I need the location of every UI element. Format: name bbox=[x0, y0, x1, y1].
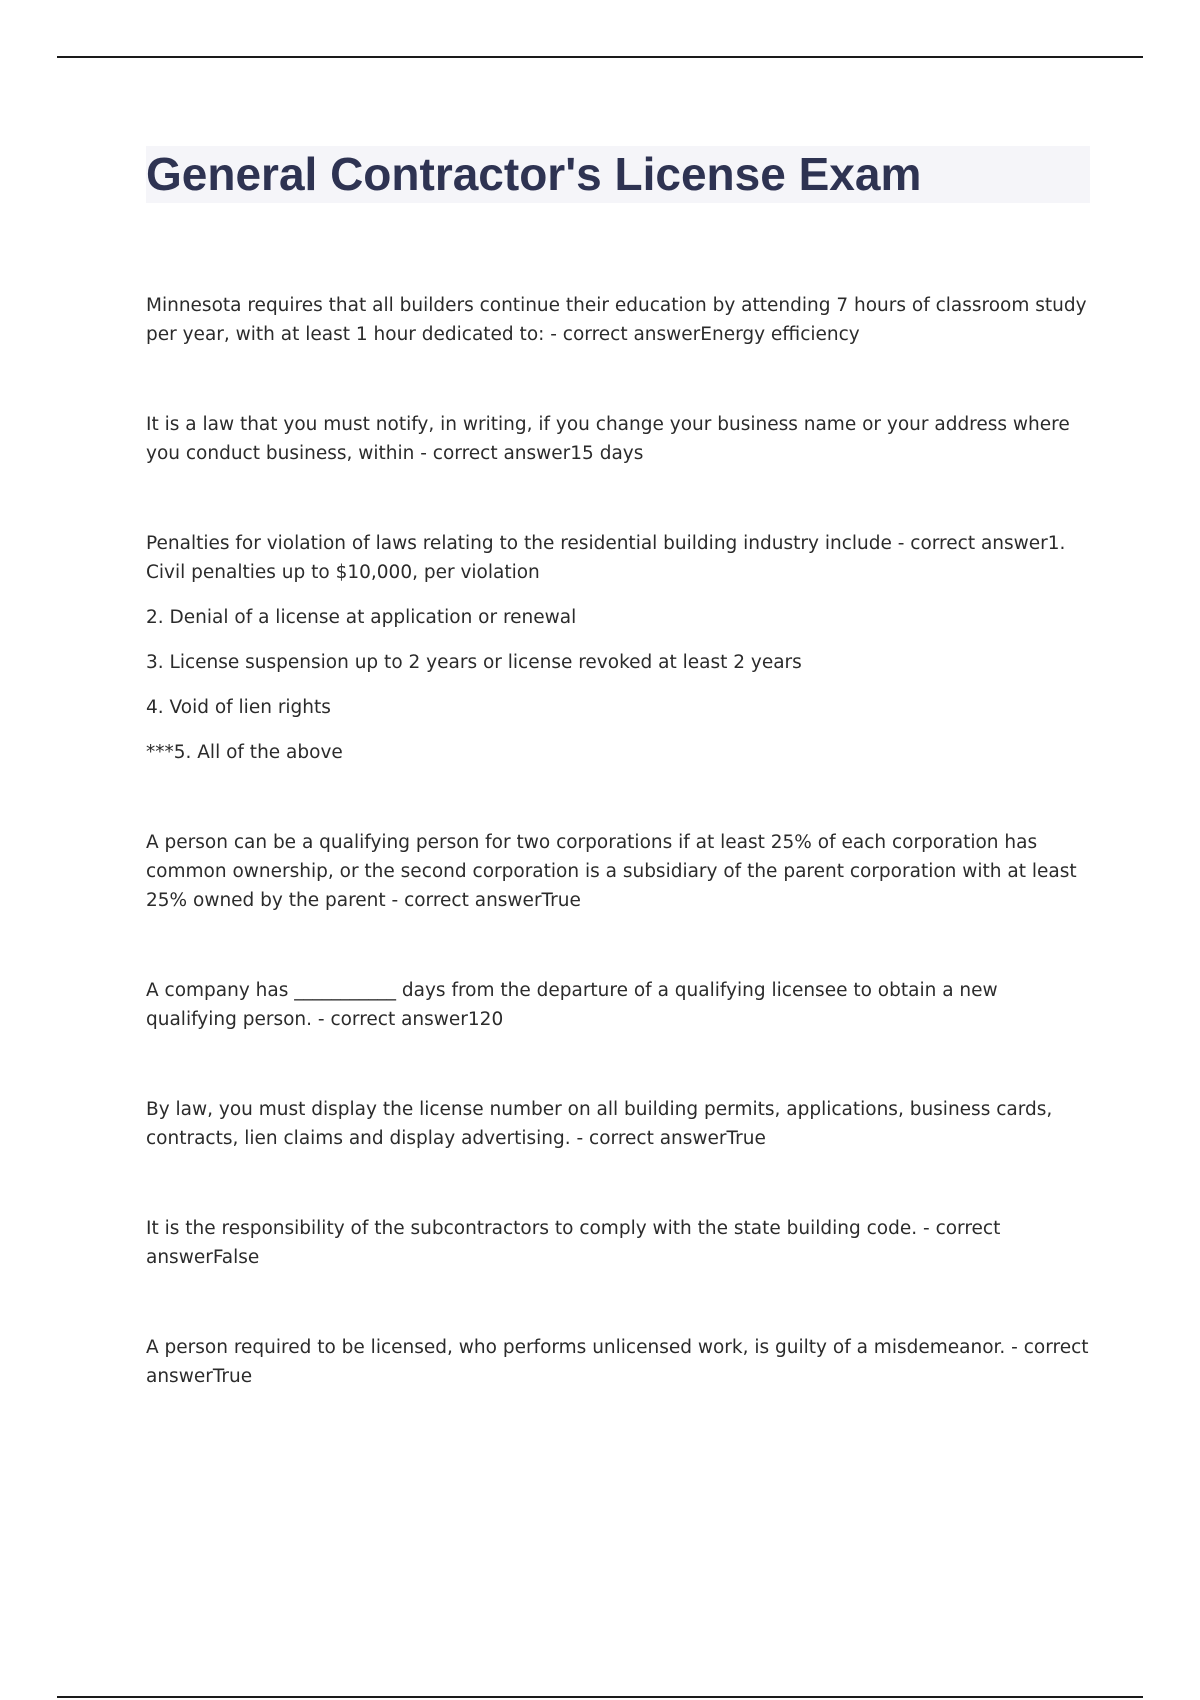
question-item bbox=[146, 410, 1090, 468]
top-rule bbox=[57, 56, 1143, 58]
question-item bbox=[146, 529, 1090, 767]
document-title: General Contractor's License Exam bbox=[146, 148, 922, 200]
question-item bbox=[146, 828, 1090, 915]
question-text: A person required to be licensed, who performs unlicensed work, is guilty of a misdemeanor. - correct answerTrue bbox=[146, 1337, 1089, 1387]
question-item bbox=[146, 976, 1090, 1034]
question-item bbox=[146, 1095, 1090, 1153]
question-text: It is a law that you must notify, in writing, if you change your business name or your address where you conduct business, within - correct answer15 days bbox=[146, 414, 1070, 464]
bottom-rule bbox=[57, 1696, 1143, 1698]
answer-option: ***5. All of the above bbox=[146, 742, 343, 763]
question-text: A company has ___________ days from the departure of a qualifying licensee to obtain a new qualifying person. - correct answer120 bbox=[146, 980, 998, 1030]
answer-option: 4. Void of lien rights bbox=[146, 697, 331, 718]
question-item bbox=[146, 1333, 1090, 1391]
question-item bbox=[146, 291, 1090, 349]
question-text: Penalties for violation of laws relating to the residential building industry include - correct answer1. Civil penalties up to $10,000, per violation bbox=[146, 533, 1066, 583]
question-text: A person can be a qualifying person for two corporations if at least 25% of each corporation has common ownership, or the second corporation is a subsidiary of the parent corporation with at least 25% owned by the parent - correct answerTrue bbox=[146, 832, 1077, 911]
question-text: It is the responsibility of the subcontractors to comply with the state building code. - correct answerFalse bbox=[146, 1218, 1001, 1268]
question-list bbox=[146, 291, 1090, 1452]
answer-option: 3. License suspension up to 2 years or license revoked at least 2 years bbox=[146, 652, 802, 673]
question-item bbox=[146, 1214, 1090, 1272]
answer-option: 2. Denial of a license at application or renewal bbox=[146, 607, 577, 628]
question-text: Minnesota requires that all builders continue their education by attending 7 hours of classroom study per year, with at least 1 hour dedicated to: - correct answerEnergy efficiency bbox=[146, 295, 1087, 345]
question-text: By law, you must display the license number on all building permits, applications, business cards, contracts, lien claims and display advertising. - correct answerTrue bbox=[146, 1099, 1053, 1149]
